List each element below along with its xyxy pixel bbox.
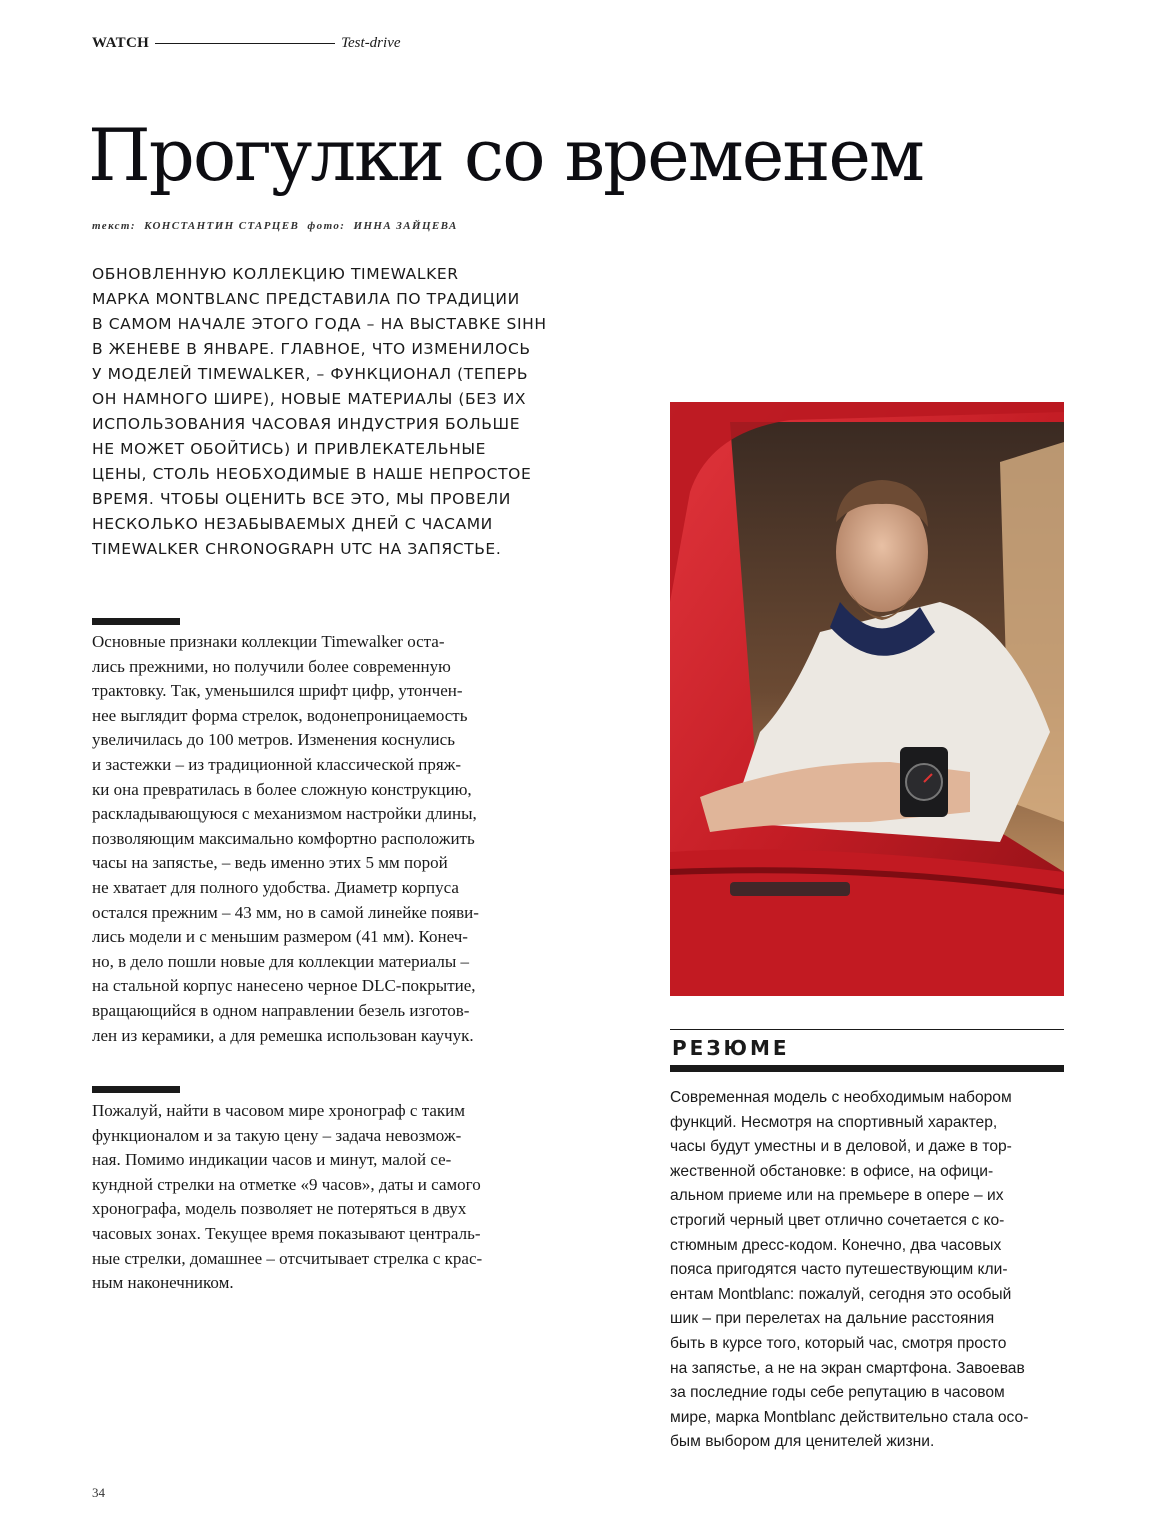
- photo-illustration: [670, 402, 1064, 996]
- body-line: лись прежними, но получили более современную: [92, 656, 451, 676]
- body-line: ным наконечником.: [92, 1273, 234, 1293]
- resume-bar: [670, 1065, 1064, 1072]
- body-line: но, в дело пошли новые для коллекции материалы –: [92, 951, 470, 971]
- credit-photo-author: ИННА ЗАЙЦЕВА: [353, 220, 458, 232]
- page-number: 34: [92, 1485, 105, 1500]
- lead-paragraph: [92, 262, 612, 562]
- resume-line: строгий черный цвет отлично сочетается с ко-: [670, 1211, 1005, 1229]
- body-line: ные стрелки, домашнее – отсчитывает стрелка с крас-: [92, 1248, 483, 1268]
- credit-text-author: КОНСТАНТИН СТАРЦЕВ: [144, 220, 300, 232]
- resume-line: часы будут уместны и в деловой, и даже в тор-: [670, 1138, 1012, 1156]
- credit-photo-label: фото:: [307, 220, 346, 232]
- resume-line: шик – при перелетах на дальние расстояния: [670, 1310, 995, 1328]
- body-line: нее выглядит форма стрелок, водонепроницаемость: [92, 705, 468, 725]
- resume-line: на запястье, а не на экран смартфона. Завоевав: [670, 1359, 1025, 1377]
- credit-text-label: текст:: [92, 220, 136, 232]
- resume-line: бым выбором для ценителей жизни.: [670, 1433, 935, 1451]
- resume-line: жественной обстановке: в офисе, на офици-: [670, 1162, 994, 1180]
- paragraph-bar: [92, 618, 180, 625]
- body-line: вращающийся в одном направлении безель изготов-: [92, 1000, 470, 1020]
- article-credits: [92, 220, 462, 232]
- section-header: [92, 32, 432, 54]
- resume-line: пояса пригодятся часто путешествующим кли-: [670, 1261, 1008, 1279]
- resume-rule: [670, 1029, 1064, 1030]
- body-line: увеличилась до 100 метров. Изменения коснулись: [92, 730, 455, 750]
- lead-line: TIMEWALKER CHRONOGRAPH UTC НА ЗАПЯСТЬЕ.: [92, 540, 502, 558]
- body-line: раскладывающуюся с механизмом настройки длины,: [92, 804, 477, 824]
- lead-line: ВРЕМЯ. ЧТОБЫ ОЦЕНИТЬ ВСЕ ЭТО, МЫ ПРОВЕЛИ: [92, 490, 511, 508]
- resume-line: ентам Montblanc: пожалуй, сегодня это особый: [670, 1285, 1012, 1303]
- resume-line: мире, марка Montblanc действительно стала осо-: [670, 1408, 1029, 1426]
- resume-line: функций. Несмотря на спортивный характер,: [670, 1113, 998, 1131]
- lead-line: ОН НАМНОГО ШИРЕ), НОВЫЕ МАТЕРИАЛЫ (БЕЗ ИХ: [92, 390, 527, 408]
- body-paragraph-1: [92, 630, 572, 1048]
- body-line: часы на запястье, – ведь именно этих 5 мм порой: [92, 853, 448, 873]
- resume-line: стюмным дресс-кодом. Конечно, два часовых: [670, 1236, 1002, 1254]
- resume-heading: РЕЗЮМЕ: [672, 1036, 790, 1060]
- lead-line: НЕ МОЖЕТ ОБОЙТИСЬ) И ПРИВЛЕКАТЕЛЬНЫЕ: [92, 440, 487, 458]
- door-handle: [730, 882, 850, 896]
- lead-line: ИСПОЛЬЗОВАНИЯ ЧАСОВАЯ ИНДУСТРИЯ БОЛЬШЕ: [92, 415, 521, 433]
- article-title: Прогулки со временем: [88, 113, 923, 197]
- body-line: лись модели и с меньшим размером (41 мм). Конеч-: [92, 927, 468, 947]
- body-line: ки она превратилась в более сложную конструкцию,: [92, 779, 472, 799]
- paragraph-bar: [92, 1086, 180, 1093]
- body-line: Пожалуй, найти в часовом мире хронограф с таким: [92, 1101, 466, 1120]
- lead-line: ОБНОВЛЕННУЮ КОЛЛЕКЦИЮ TIMEWALKER: [92, 265, 459, 283]
- body-line: лен из керамики, а для ремешка использован каучук.: [92, 1025, 474, 1045]
- body-line: остался прежним – 43 мм, но в самой линейке появи-: [92, 902, 479, 922]
- lead-line: В САМОМ НАЧАЛЕ ЭТОГО ГОДА – НА ВЫСТАВКЕ SIHH: [92, 315, 547, 333]
- resume-line: за последние годы себе репутацию в часовом: [670, 1384, 1005, 1402]
- body-line: на стальной корпус нанесено черное DLC-покрытие,: [92, 976, 476, 996]
- resume-line: Современная модель с необходимым набором: [670, 1089, 1012, 1106]
- body-line: позволяющим максимально комфортно расположить: [92, 828, 475, 848]
- body-line: не хватает для полного удобства. Диаметр корпуса: [92, 877, 459, 897]
- body-paragraph-2: [92, 1099, 572, 1296]
- lead-line: НЕСКОЛЬКО НЕЗАБЫВАЕМЫХ ДНЕЙ С ЧАСАМИ: [92, 515, 493, 533]
- body-line: Основные признаки коллекции Timewalker оста-: [92, 632, 445, 651]
- body-line: и застежки – из традиционной классической пряж-: [92, 754, 462, 774]
- body-line: ная. Помимо индикации часов и минут, малой се-: [92, 1150, 452, 1170]
- body-line: часовых зонах. Текущее время показывают централь-: [92, 1223, 481, 1243]
- header-divider: [155, 43, 335, 44]
- lead-line: В ЖЕНЕВЕ В ЯНВАРЕ. ГЛАВНОЕ, ЧТО ИЗМЕНИЛОСЬ: [92, 340, 531, 358]
- resume-paragraph: [670, 1086, 1070, 1455]
- lead-line: У МОДЕЛЕЙ TIMEWALKER, – ФУНКЦИОНАЛ (ТЕПЕРЬ: [92, 365, 529, 383]
- body-line: хронографа, модель позволяет не потеряться в двух: [92, 1199, 467, 1219]
- lead-line: МАРКА MONTBLANC ПРЕДСТАВИЛА ПО ТРАДИЦИИ: [92, 290, 520, 308]
- lead-line: ЦЕНЫ, СТОЛЬ НЕОБХОДИМЫЕ В НАШЕ НЕПРОСТОЕ: [92, 465, 532, 483]
- section-sublabel: Test-drive: [341, 34, 401, 51]
- resume-line: альном приеме или на премьере в опере – их: [670, 1187, 1004, 1205]
- body-line: функционалом и за такую цену – задача невозмож-: [92, 1125, 462, 1145]
- resume-line: быть в курсе того, который час, смотря просто: [670, 1334, 1007, 1352]
- body-line: трактовку. Так, уменьшился шрифт цифр, утончен-: [92, 681, 463, 701]
- article-photo: [670, 402, 1064, 996]
- section-label: WATCH: [92, 34, 150, 51]
- body-line: кундной стрелки на отметке «9 часов», даты и самого: [92, 1174, 481, 1194]
